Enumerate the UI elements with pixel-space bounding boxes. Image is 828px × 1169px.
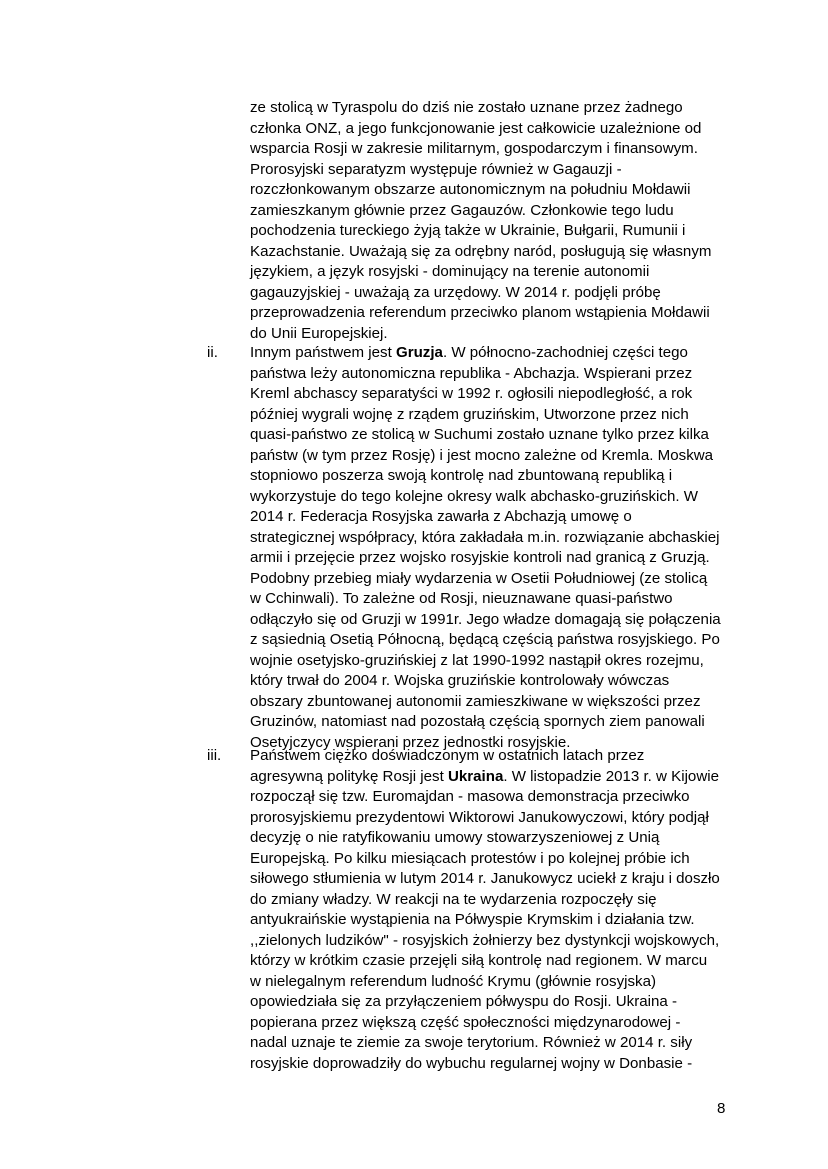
country-name-bold: Ukraina xyxy=(447,767,504,785)
list-marker-iii: iii. xyxy=(207,747,222,764)
list-item-lead: Innym państwem jest xyxy=(250,344,396,361)
list-item-text: . W listopadzie 2013 r. w Kijowie rozpoczął się tzw. Euromajdan - masowa demonstracja przeciwko prorosyjskiemu prezydentowi Wiktorowi Janukowyczowi, który podjął decyzję o nie ratyfikowaniu umowy stowarzyszeniowej z Unią Europejską. Po kilku miesiącach protestów i po kolejnej próbie ich siłowego stłumienia w lutym 2014 r. Janukowycz uciekł z kraju i doszło do zmiany władzy. W reakcji na te wydarzenia rozpoczęły się antyukraińskie wystąpienia na Półwyspie Krymskim i działania tzw. ,,zielonych ludzików" - rosyjskich żołnierzy bez dystynkcji wojskowych, którzy w krótkim czasie przejęli siłą kontrolę nad regionem. W marcu w nielegalnym referendum ludność Krymu (głównie rosyjska) opowiedziała się za przyłączeniem półwyspu do Rosji. Ukraina - popierana przez większą część społeczności międzynarodowej - nadal uznaje te ziemie za swoje terytorium. Również w 2014 r. siły rosyjskie doprowadziły do wybuchu regularnej wojny w Donbasie - xyxy=(250,767,720,1072)
list-marker-ii: ii. xyxy=(207,344,218,361)
page-number: 8 xyxy=(717,1100,726,1117)
list-item-gruzja xyxy=(250,343,730,753)
list-item-text: . W północno-zachodniej części tego państwa leży autonomiczna republika - Abchazja. Wspierani przez Kreml abchascy separatyści w 1992 r. ogłosili niepodległość, a rok później wygrali wojnę z rządem gruzińskim, Utworzone przez nich quasi-państwo ze stolicą w Suchumi zostało uznane tylko przez kilka państw (w tym przez Rosję) i jest mocno zależne od Kremla. Moskwa stopniowo poszerza swoją kontrolę nad zbuntowaną republiką i wykorzystuje do tego kolejne okresy walk abchasko-gruzińskich. W 2014 r. Federacja Rosyjska zawarła z Abchazją umowę o strategicznej współpracy, która zakładała m.in. rozwiązanie abchaskiej armii i przejęcie przez wojsko rosyjskie kontroli nad granicą z Gruzją. Podobny przebieg miały wydarzenia w Osetii Południowej (ze stolicą w Cchinwali). To zależne od Rosji, nieuznawane quasi-państwo odłączyło się od Gruzji w 1991r. Jego władze domagają się połączenia z sąsiednią Osetią Północną, będącą częścią państwa rosyjskiego. Po wojnie osetyjsko-gruzińskiej z lat 1990-1992 nastąpił okres rozejmu, który trwał do 2004 r. Wojska gruzińskie kontrolowały wówczas obszary zbuntowanej autonomii zamieszkiwane w większości przez Gruzinów, natomiast nad pozostałą częścią spornych ziem panowali Osetyjczycy wspierani przez jednostki rosyjskie. xyxy=(250,344,721,751)
country-name-bold: Gruzja xyxy=(395,344,443,361)
continuation-paragraph: ze stolicą w Tyraspolu do dziś nie zostało uznane przez żadnego członka ONZ, a jego funkcjonowanie jest całkowicie uzależnione od wsparcia Rosji w zakresie militarnym, gospodarczym i finansowym. Prorosyjski separatyzm występuje również w Gagauzji - rozczłonkowanym obszarze autonomicznym na południu Mołdawii zamieszkanym głównie przez Gagauzów. Członkowie tego ludu pochodzenia tureckiego żyją także w Ukrainie, Bułgarii, Rumunii i Kazachstanie. Uważają się za odrębny naród, posługują się własnym językiem, a język rosyjski - dominujący na terenie autonomii gagauzyjskiej - uważają za urzędowy. W 2014 r. podjęli próbę przeprowadzenia referendum przeciwko planom wstąpienia Mołdawii do Unii Europejskiej. xyxy=(250,99,712,342)
list-item-lead: Państwem ciężko doświadczonym w ostatnich latach przez agresywną politykę Rosji jest xyxy=(250,747,645,785)
list-item-ukraina xyxy=(250,746,730,1074)
